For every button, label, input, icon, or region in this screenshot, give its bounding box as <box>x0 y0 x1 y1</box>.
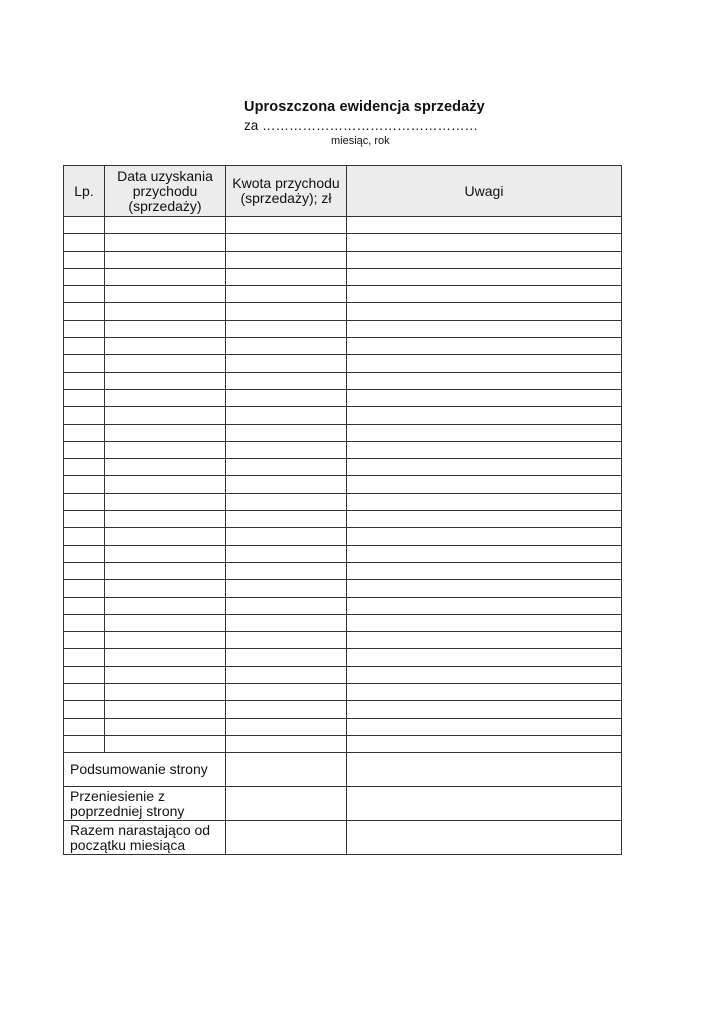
date-cell[interactable] <box>105 268 226 285</box>
date-cell[interactable] <box>105 441 226 458</box>
date-cell[interactable] <box>105 562 226 579</box>
lp-cell[interactable] <box>64 338 105 355</box>
notes-cell[interactable] <box>347 597 622 614</box>
lp-cell[interactable] <box>64 562 105 579</box>
amount-cell[interactable] <box>226 476 347 493</box>
period-hint: miesiąc, rok <box>331 135 390 147</box>
amount-cell[interactable] <box>226 441 347 458</box>
entry-rows <box>64 217 622 753</box>
lp-cell[interactable] <box>64 459 105 476</box>
lp-cell[interactable] <box>64 511 105 528</box>
document-title: Uproszczona ewidencja sprzedaży <box>244 99 485 115</box>
amount-cell[interactable] <box>226 701 347 718</box>
amount-cell[interactable] <box>226 580 347 597</box>
date-cell[interactable] <box>105 632 226 649</box>
amount-cell[interactable] <box>226 528 347 545</box>
amount-cell[interactable] <box>226 303 347 320</box>
lp-cell[interactable] <box>64 389 105 406</box>
amount-cell[interactable] <box>226 545 347 562</box>
header-lp: Lp. <box>64 166 105 217</box>
amount-cell[interactable] <box>226 268 347 285</box>
notes-cell[interactable] <box>347 649 622 666</box>
table-row <box>64 424 622 441</box>
date-cell[interactable] <box>105 545 226 562</box>
date-cell[interactable] <box>105 251 226 268</box>
table-row <box>64 701 622 718</box>
table-row <box>64 614 622 631</box>
date-cell[interactable] <box>105 459 226 476</box>
summary-row-carryover <box>64 787 622 821</box>
lp-cell[interactable] <box>64 251 105 268</box>
table-row <box>64 528 622 545</box>
date-cell[interactable] <box>105 424 226 441</box>
table-row <box>64 580 622 597</box>
amount-cell[interactable] <box>226 597 347 614</box>
table-row <box>64 251 622 268</box>
period-line: za ………………………………………… <box>244 118 479 133</box>
date-cell[interactable] <box>105 303 226 320</box>
notes-cell[interactable] <box>347 303 622 320</box>
lp-cell[interactable] <box>64 217 105 234</box>
notes-cell[interactable] <box>347 286 622 303</box>
table-row <box>64 355 622 372</box>
table-row <box>64 268 622 285</box>
lp-cell[interactable] <box>64 735 105 752</box>
table-row <box>64 441 622 458</box>
header-date: Data uzyskania przychodu (sprzedaży) <box>105 166 226 217</box>
amount-cell[interactable] <box>226 338 347 355</box>
summary-notes-cell[interactable] <box>347 787 622 821</box>
date-cell[interactable] <box>105 476 226 493</box>
table-row <box>64 459 622 476</box>
table-row <box>64 303 622 320</box>
summary-row-cumulative <box>64 821 622 855</box>
notes-cell[interactable] <box>347 389 622 406</box>
amount-cell[interactable] <box>226 372 347 389</box>
date-cell[interactable] <box>105 528 226 545</box>
amount-cell[interactable] <box>226 562 347 579</box>
notes-cell[interactable] <box>347 320 622 337</box>
date-cell[interactable] <box>105 389 226 406</box>
notes-cell[interactable] <box>347 701 622 718</box>
notes-cell[interactable] <box>347 562 622 579</box>
date-cell[interactable] <box>105 355 226 372</box>
amount-cell[interactable] <box>226 666 347 683</box>
summary-label-carryover: Przeniesienie z poprzedniej strony <box>64 787 226 821</box>
table-row <box>64 597 622 614</box>
date-cell[interactable] <box>105 735 226 752</box>
amount-cell[interactable] <box>226 718 347 735</box>
table-row <box>64 234 622 251</box>
amount-cell[interactable] <box>226 424 347 441</box>
amount-cell[interactable] <box>226 614 347 631</box>
notes-cell[interactable] <box>347 528 622 545</box>
lp-cell[interactable] <box>64 476 105 493</box>
date-cell[interactable] <box>105 217 226 234</box>
amount-cell[interactable] <box>226 355 347 372</box>
table-row <box>64 217 622 234</box>
notes-cell[interactable] <box>347 234 622 251</box>
amount-cell[interactable] <box>226 407 347 424</box>
notes-cell[interactable] <box>347 632 622 649</box>
table-row <box>64 666 622 683</box>
lp-cell[interactable] <box>64 666 105 683</box>
lp-cell[interactable] <box>64 597 105 614</box>
lp-cell[interactable] <box>64 701 105 718</box>
summary-label-page: Podsumowanie strony <box>64 753 226 787</box>
lp-cell[interactable] <box>64 355 105 372</box>
table-row <box>64 511 622 528</box>
notes-cell[interactable] <box>347 459 622 476</box>
notes-cell[interactable] <box>347 580 622 597</box>
lp-cell[interactable] <box>64 493 105 510</box>
notes-cell[interactable] <box>347 735 622 752</box>
date-cell[interactable] <box>105 701 226 718</box>
header-amount: Kwota przychodu (sprzedaży); zł <box>226 166 347 217</box>
notes-cell[interactable] <box>347 217 622 234</box>
notes-cell[interactable] <box>347 493 622 510</box>
date-cell[interactable] <box>105 338 226 355</box>
notes-cell[interactable] <box>347 476 622 493</box>
date-cell[interactable] <box>105 320 226 337</box>
summary-label-cumulative: Razem narastająco od początku miesiąca <box>64 821 226 855</box>
notes-cell[interactable] <box>347 666 622 683</box>
notes-cell[interactable] <box>347 251 622 268</box>
table-row <box>64 649 622 666</box>
table-row <box>64 407 622 424</box>
table-row <box>64 286 622 303</box>
table-header-row <box>64 166 622 217</box>
date-cell[interactable] <box>105 234 226 251</box>
date-cell[interactable] <box>105 493 226 510</box>
date-cell[interactable] <box>105 511 226 528</box>
lp-cell[interactable] <box>64 441 105 458</box>
notes-cell[interactable] <box>347 424 622 441</box>
lp-cell[interactable] <box>64 268 105 285</box>
table-row <box>64 718 622 735</box>
table-row <box>64 389 622 406</box>
date-cell[interactable] <box>105 684 226 701</box>
lp-cell[interactable] <box>64 286 105 303</box>
summary-amount-cell[interactable] <box>226 821 347 855</box>
lp-cell[interactable] <box>64 684 105 701</box>
date-cell[interactable] <box>105 286 226 303</box>
lp-cell[interactable] <box>64 632 105 649</box>
amount-cell[interactable] <box>226 649 347 666</box>
date-cell[interactable] <box>105 372 226 389</box>
table-row <box>64 735 622 752</box>
lp-cell[interactable] <box>64 614 105 631</box>
amount-cell[interactable] <box>226 286 347 303</box>
table-row <box>64 320 622 337</box>
amount-cell[interactable] <box>226 511 347 528</box>
notes-cell[interactable] <box>347 718 622 735</box>
notes-cell[interactable] <box>347 614 622 631</box>
lp-cell[interactable] <box>64 545 105 562</box>
table-row <box>64 338 622 355</box>
notes-cell[interactable] <box>347 407 622 424</box>
summary-row-page <box>64 753 622 787</box>
amount-cell[interactable] <box>226 493 347 510</box>
amount-cell[interactable] <box>226 735 347 752</box>
amount-cell[interactable] <box>226 217 347 234</box>
notes-cell[interactable] <box>347 511 622 528</box>
lp-cell[interactable] <box>64 234 105 251</box>
lp-cell[interactable] <box>64 718 105 735</box>
summary-notes-cell[interactable] <box>347 821 622 855</box>
amount-cell[interactable] <box>226 320 347 337</box>
table-row <box>64 476 622 493</box>
lp-cell[interactable] <box>64 649 105 666</box>
amount-cell[interactable] <box>226 632 347 649</box>
sales-register-table <box>63 165 622 855</box>
date-cell[interactable] <box>105 718 226 735</box>
date-cell[interactable] <box>105 614 226 631</box>
summary-amount-cell[interactable] <box>226 753 347 787</box>
date-cell[interactable] <box>105 666 226 683</box>
summary-amount-cell[interactable] <box>226 787 347 821</box>
summary-notes-cell[interactable] <box>347 753 622 787</box>
lp-cell[interactable] <box>64 528 105 545</box>
amount-cell[interactable] <box>226 459 347 476</box>
notes-cell[interactable] <box>347 355 622 372</box>
date-cell[interactable] <box>105 649 226 666</box>
amount-cell[interactable] <box>226 234 347 251</box>
table-row <box>64 545 622 562</box>
notes-cell[interactable] <box>347 441 622 458</box>
amount-cell[interactable] <box>226 389 347 406</box>
table-row <box>64 493 622 510</box>
amount-cell[interactable] <box>226 251 347 268</box>
notes-cell[interactable] <box>347 545 622 562</box>
amount-cell[interactable] <box>226 684 347 701</box>
table-row <box>64 562 622 579</box>
lp-cell[interactable] <box>64 424 105 441</box>
notes-cell[interactable] <box>347 684 622 701</box>
lp-cell[interactable] <box>64 303 105 320</box>
date-cell[interactable] <box>105 597 226 614</box>
table-row <box>64 632 622 649</box>
lp-cell[interactable] <box>64 320 105 337</box>
date-cell[interactable] <box>105 580 226 597</box>
table-row <box>64 372 622 389</box>
lp-cell[interactable] <box>64 580 105 597</box>
date-cell[interactable] <box>105 407 226 424</box>
summary-rows <box>64 753 622 855</box>
notes-cell[interactable] <box>347 268 622 285</box>
header-notes: Uwagi <box>347 166 622 217</box>
lp-cell[interactable] <box>64 372 105 389</box>
lp-cell[interactable] <box>64 407 105 424</box>
table-row <box>64 684 622 701</box>
notes-cell[interactable] <box>347 338 622 355</box>
notes-cell[interactable] <box>347 372 622 389</box>
